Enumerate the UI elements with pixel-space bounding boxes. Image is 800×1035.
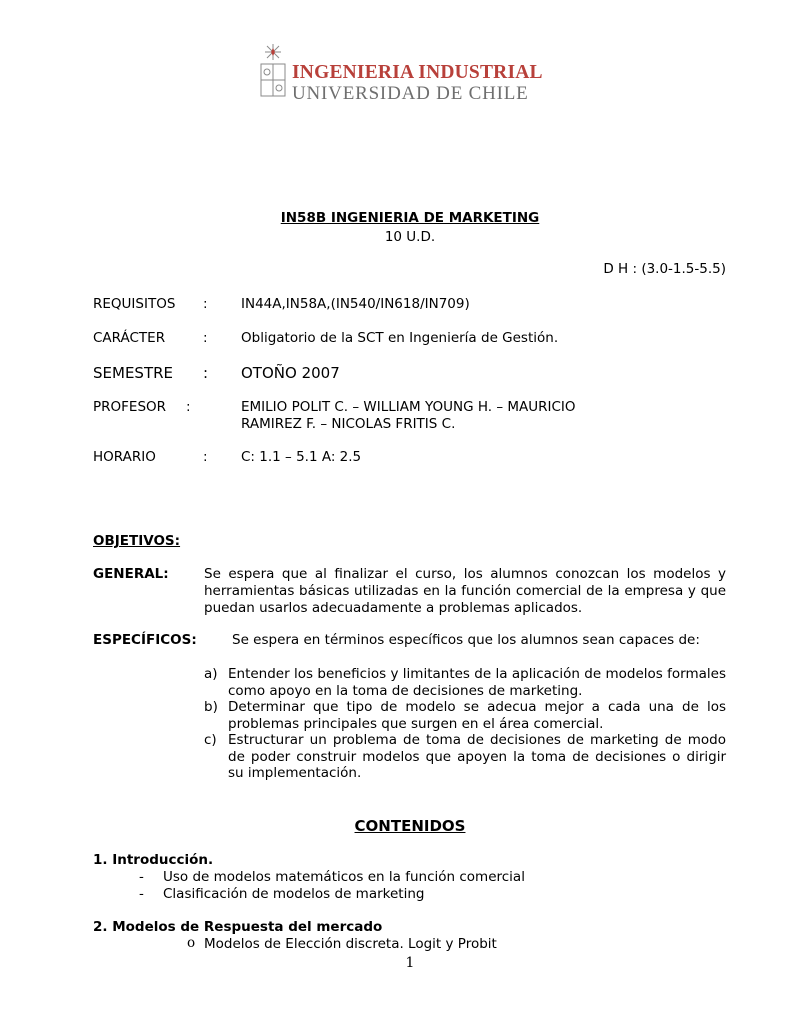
caracter-label: CARÁCTER [93, 330, 166, 346]
semestre-value: OTOÑO 2007 [241, 364, 340, 382]
semestre-colon: : [203, 364, 209, 382]
requisitos-value: IN44A,IN58A,(IN540/IN618/IN709) [241, 296, 470, 312]
horario-label: HORARIO [93, 449, 156, 465]
caracter-colon: : [203, 330, 208, 346]
requisitos-colon: : [203, 296, 208, 312]
bullet-text: Modelos de Elección discreta. Logit y Probit [204, 936, 497, 952]
list-text: Entender los beneficios y limitantes de la aplicación de modelos formales como apoyo en la toma de decisiones de marketing. [228, 666, 726, 699]
bullet-marker: o [187, 935, 196, 951]
list-item [204, 699, 726, 732]
bullet-marker: - [139, 869, 144, 885]
general-text: Se espera que al finalizar el curso, los alumnos conozcan los modelos y herramientas básicas utilizadas en la función comercial de la empresa y que puedan usarlos adecuadamente a problemas aplicados. [204, 566, 726, 616]
profesor-value-line2: RAMIREZ F. – NICOLAS FRITIS C. [241, 416, 456, 432]
course-dh: D H : (3.0-1.5-5.5) [603, 261, 726, 277]
bullet-text: Uso de modelos matemáticos en la función comercial [163, 869, 525, 885]
profesor-label: PROFESOR [93, 399, 167, 415]
list-item [204, 732, 726, 782]
course-title: IN58B INGENIERIA DE MARKETING [280, 210, 540, 226]
especificos-intro: Se espera en términos específicos que los alumnos sean capaces de: [232, 632, 700, 648]
caracter-value: Obligatorio de la SCT en Ingeniería de Gestión. [241, 330, 559, 346]
section-title: 1. Introducción. [93, 852, 214, 868]
university-logo [258, 42, 548, 104]
general-label: GENERAL: [93, 566, 169, 582]
logo-line-2: UNIVERSIDAD DE CHILE [292, 83, 529, 104]
especificos-list [204, 666, 726, 782]
university-emblem-icon [258, 42, 288, 102]
course-units: 10 U.D. [384, 229, 436, 245]
page-number: 1 [405, 955, 415, 971]
horario-colon: : [203, 449, 208, 465]
objetivos-heading: OBJETIVOS: [93, 533, 181, 549]
list-item [204, 666, 726, 699]
profesor-colon: : [186, 399, 191, 415]
list-text: Determinar que tipo de modelo se adecua mejor a cada una de los problemas principales que surgen en el área comercial. [228, 699, 726, 732]
bullet-marker: - [139, 886, 144, 902]
especificos-label: ESPECÍFICOS: [93, 632, 197, 648]
bullet-text: Clasificación de modelos de marketing [163, 886, 425, 902]
requisitos-label: REQUISITOS [93, 296, 176, 312]
list-text: Estructurar un problema de toma de decisiones de marketing de modo de poder construir modelos que apoyen la toma de decisiones o dirigir su implementación. [228, 732, 726, 781]
contenidos-heading: CONTENIDOS [354, 817, 466, 835]
list-marker: a) [204, 666, 218, 682]
semestre-label: SEMESTRE [93, 364, 174, 382]
section-title: 2. Modelos de Respuesta del mercado [93, 919, 383, 935]
logo-line-1: INGENIERIA INDUSTRIAL [292, 62, 543, 83]
horario-value: C: 1.1 – 5.1 A: 2.5 [241, 449, 362, 465]
list-marker: c) [204, 732, 217, 748]
profesor-value-line1: EMILIO POLIT C. – WILLIAM YOUNG H. – MAURICIO [241, 399, 576, 415]
list-marker: b) [204, 699, 218, 715]
